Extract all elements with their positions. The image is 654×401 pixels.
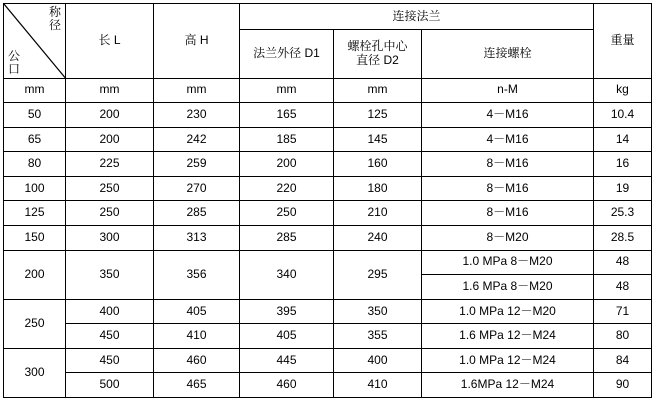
cell-dn: 200 bbox=[4, 250, 66, 299]
unit-bolt-circle: mm bbox=[334, 78, 422, 103]
cell-weight: 90 bbox=[594, 373, 652, 398]
cell-height: 465 bbox=[154, 373, 240, 398]
cell-weight: 10.4 bbox=[594, 103, 652, 128]
cell-flange-od: 340 bbox=[240, 250, 334, 299]
cell-weight: 25.3 bbox=[594, 201, 652, 226]
cell-bolt-circle: 355 bbox=[334, 324, 422, 349]
cell-bolt-circle: 180 bbox=[334, 176, 422, 201]
cell-flange-od: 395 bbox=[240, 299, 334, 324]
cell-flange-od: 165 bbox=[240, 103, 334, 128]
cell-length: 250 bbox=[66, 176, 154, 201]
units-row bbox=[4, 78, 652, 103]
cell-weight: 28.5 bbox=[594, 225, 652, 250]
cell-length: 500 bbox=[66, 373, 154, 398]
cell-dn: 80 bbox=[4, 152, 66, 177]
cell-bolts: 8－M20 bbox=[422, 225, 594, 250]
cell-length: 200 bbox=[66, 127, 154, 152]
cell-length: 350 bbox=[66, 250, 154, 299]
header-row-1 bbox=[4, 4, 652, 30]
cell-flange-od: 200 bbox=[240, 152, 334, 177]
cell-bolt-circle: 295 bbox=[334, 250, 422, 299]
cell-bolts: 1.0 MPa 12－M20 bbox=[422, 299, 594, 324]
cell-flange-od: 405 bbox=[240, 324, 334, 349]
cell-weight: 71 bbox=[594, 299, 652, 324]
header-length: 长 L bbox=[66, 4, 154, 79]
unit-length: mm bbox=[66, 78, 154, 103]
table-row bbox=[4, 127, 652, 152]
table-row bbox=[4, 250, 652, 275]
cell-height: 313 bbox=[154, 225, 240, 250]
cell-flange-od: 445 bbox=[240, 348, 334, 373]
unit-height: mm bbox=[154, 78, 240, 103]
table-row bbox=[4, 152, 652, 177]
cell-dn: 150 bbox=[4, 225, 66, 250]
table-row bbox=[4, 201, 652, 226]
cell-bolt-circle: 240 bbox=[334, 225, 422, 250]
cell-bolt-circle: 350 bbox=[334, 299, 422, 324]
header-weight: 重量 bbox=[594, 4, 652, 79]
cell-bolts: 1.6 MPa 8－M20 bbox=[422, 275, 594, 300]
cell-dn: 65 bbox=[4, 127, 66, 152]
cell-length: 450 bbox=[66, 348, 154, 373]
table-row bbox=[4, 225, 652, 250]
cell-weight: 48 bbox=[594, 250, 652, 275]
cell-height: 356 bbox=[154, 250, 240, 299]
cell-height: 259 bbox=[154, 152, 240, 177]
cell-bolts: 8－M16 bbox=[422, 176, 594, 201]
cell-bolt-circle: 210 bbox=[334, 201, 422, 226]
cell-bolt-circle: 125 bbox=[334, 103, 422, 128]
cell-bolt-circle: 400 bbox=[334, 348, 422, 373]
unit-bolts: n-M bbox=[422, 78, 594, 103]
cell-length: 225 bbox=[66, 152, 154, 177]
cell-bolts: 1.0 MPa 12－M24 bbox=[422, 348, 594, 373]
cell-weight: 14 bbox=[594, 127, 652, 152]
cell-height: 405 bbox=[154, 299, 240, 324]
cell-length: 450 bbox=[66, 324, 154, 349]
cell-length: 300 bbox=[66, 225, 154, 250]
cell-bolts: 1.6 MPa 12－M24 bbox=[422, 324, 594, 349]
cell-flange-od: 250 bbox=[240, 201, 334, 226]
cell-flange-od: 185 bbox=[240, 127, 334, 152]
header-bolt-circle: 螺栓孔中心 直径 D2 bbox=[334, 30, 422, 78]
cell-height: 270 bbox=[154, 176, 240, 201]
cell-length: 200 bbox=[66, 103, 154, 128]
cell-height: 460 bbox=[154, 348, 240, 373]
cell-weight: 80 bbox=[594, 324, 652, 349]
unit-weight: kg bbox=[594, 78, 652, 103]
cell-dn: 300 bbox=[4, 348, 66, 397]
cell-length: 400 bbox=[66, 299, 154, 324]
cell-flange-od: 220 bbox=[240, 176, 334, 201]
header-flange-group: 连接法兰 bbox=[240, 4, 594, 30]
cell-weight: 84 bbox=[594, 348, 652, 373]
cell-bolt-circle: 410 bbox=[334, 373, 422, 398]
cell-height: 230 bbox=[154, 103, 240, 128]
cell-bolt-circle: 145 bbox=[334, 127, 422, 152]
table-row bbox=[4, 176, 652, 201]
table-row bbox=[4, 324, 652, 349]
cell-length: 250 bbox=[66, 201, 154, 226]
corner-label-top: 称 径 bbox=[48, 5, 61, 32]
table-row bbox=[4, 299, 652, 324]
cell-bolt-circle: 160 bbox=[334, 152, 422, 177]
cell-flange-od: 460 bbox=[240, 373, 334, 398]
cell-flange-od: 285 bbox=[240, 225, 334, 250]
cell-dn: 50 bbox=[4, 103, 66, 128]
header-bolts: 连接螺栓 bbox=[422, 30, 594, 78]
corner-label-bottom: 公 口 bbox=[8, 49, 21, 76]
specification-table bbox=[3, 3, 652, 398]
cell-bolts: 1.6MPa 12－M24 bbox=[422, 373, 594, 398]
table-row bbox=[4, 103, 652, 128]
cell-dn: 125 bbox=[4, 201, 66, 226]
table-row bbox=[4, 373, 652, 398]
header-height: 高 H bbox=[154, 4, 240, 79]
cell-bolts: 1.0 MPa 8－M20 bbox=[422, 250, 594, 275]
cell-weight: 48 bbox=[594, 275, 652, 300]
header-flange-od: 法兰外径 D1 bbox=[240, 30, 334, 78]
cell-bolts: 8－M16 bbox=[422, 152, 594, 177]
cell-weight: 16 bbox=[594, 152, 652, 177]
corner-header-cell bbox=[4, 4, 66, 79]
cell-height: 285 bbox=[154, 201, 240, 226]
unit-nominal: mm bbox=[4, 78, 66, 103]
unit-flange-od: mm bbox=[240, 78, 334, 103]
cell-bolts: 8－M16 bbox=[422, 201, 594, 226]
table-row bbox=[4, 348, 652, 373]
cell-dn: 100 bbox=[4, 176, 66, 201]
cell-bolts: 4－M16 bbox=[422, 127, 594, 152]
cell-height: 410 bbox=[154, 324, 240, 349]
cell-weight: 19 bbox=[594, 176, 652, 201]
cell-height: 242 bbox=[154, 127, 240, 152]
cell-bolts: 4－M16 bbox=[422, 103, 594, 128]
cell-dn: 250 bbox=[4, 299, 66, 348]
